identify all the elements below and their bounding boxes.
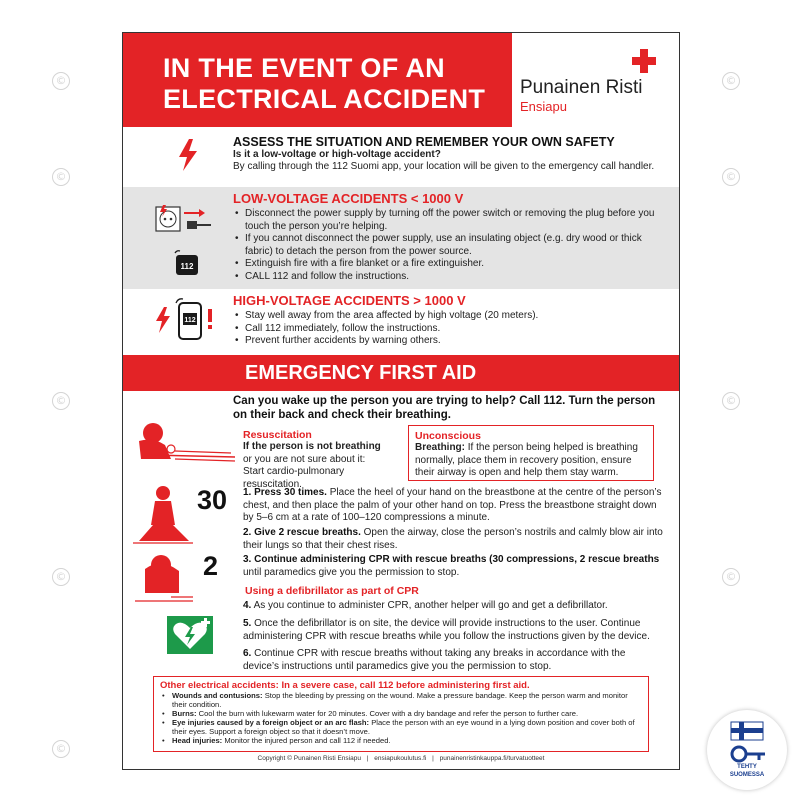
poster-title (163, 53, 485, 115)
other-accident-item (172, 718, 642, 736)
assess-question: Is it a low-voltage or high-voltage accident? (233, 149, 441, 160)
low-voltage-item: • CALL 112 and follow the instructions. (245, 271, 665, 284)
seal-line-2: SUOMESSA (729, 772, 765, 778)
lightning-icon (155, 307, 171, 333)
low-voltage-section (123, 187, 679, 289)
title-line-2: ELECTRICAL ACCIDENT (163, 84, 486, 114)
footer-link[interactable]: ensiapukoulutus.fi (374, 755, 427, 762)
red-cross-icon (632, 49, 656, 73)
phone-112-icon (175, 297, 205, 341)
step-number: 1. (243, 487, 252, 498)
step-number: 6. (243, 648, 252, 659)
watermark-symbol: © (722, 392, 740, 410)
other-accident-item (172, 691, 642, 709)
footer-copyright: Copyright © Punainen Risti Ensiapu (257, 755, 361, 762)
brand-name: Punainen Risti (520, 77, 643, 98)
aed-heart-icon (167, 616, 213, 654)
watermark-symbol: © (52, 740, 70, 758)
step-bold: Continue administering CPR with rescue breaths (30 compressions, 2 rescue breaths (254, 554, 660, 565)
title-line-1: IN THE EVENT OF AN (163, 53, 445, 83)
assess-heading: ASSESS THE SITUATION AND REMEMBER YOUR OWN SAFETY (233, 135, 615, 149)
resuscitation-block (243, 429, 403, 491)
cpr-step-1 (243, 487, 663, 525)
phone-112-label: 112 (184, 317, 196, 324)
resuscitation-line3: Start cardio-pulmonary resuscitation. (243, 466, 345, 490)
item-label: Burns: (172, 709, 197, 718)
first-aid-question: Can you wake up the person you are trying to help? Call 112. Turn the person on their back and check their breathing. (233, 395, 656, 421)
breath-count: 2 (203, 551, 219, 581)
defib-step-6 (243, 648, 663, 673)
made-in-finland-seal (707, 710, 787, 790)
socket-plug-icon (155, 203, 213, 237)
step-text: Place the heel of your hand on the breastbone at the centre of the person’s chest, and then place the palm of your other hand on top. Press the breastbone straight down by 5–6 cm at a rate of 100–120 compressions a minute. (243, 487, 662, 524)
key-flag-icon (725, 720, 769, 764)
exclamation-icon (207, 309, 213, 329)
high-voltage-item: • Call 112 immediately, follow the instructions. (245, 323, 665, 336)
cpr-step-2 (243, 527, 663, 552)
defib-step-5 (243, 618, 663, 643)
step-bold: Give 2 rescue breaths. (254, 527, 361, 538)
other-accidents-heading: Other electrical accidents: In a severe case, call 112 before administering first aid. (160, 680, 530, 691)
item-text: Monitor the injured person and call 112 if needed. (224, 736, 391, 745)
phone-112-label: 112 (180, 262, 194, 271)
seal-line-1: TEHTY (737, 764, 757, 770)
compression-count: 30 (197, 485, 228, 515)
step-text: Continue CPR with rescue breaths without taking any breaks in accordance with the device’s instructions until paramedics give you the permission to stop. (243, 648, 626, 672)
defibrillator-heading: Using a defibrillator as part of CPR (245, 585, 419, 597)
high-voltage-section (123, 289, 679, 355)
item-text: Place the person with an eye wound in a lying down position and cover both of their eyes. Support a foreign object so that it doesn’t move. (172, 718, 635, 736)
first-aid-title: EMERGENCY FIRST AID (245, 362, 477, 384)
phone-112-icon (173, 249, 201, 277)
other-accident-item (172, 709, 642, 718)
item-text: Stop the bleeding by pressing on the wound. Make a pressure bandage. Keep the person warm and monitor their condition. (172, 691, 628, 709)
unconscious-heading: Unconscious (415, 430, 481, 442)
footer-link[interactable]: punainenristinkauppa.fi/turvatuotteet (439, 755, 545, 762)
footer (123, 755, 679, 762)
poster (122, 32, 680, 770)
first-aid-banner (123, 355, 679, 391)
high-voltage-list (233, 310, 665, 348)
watermark-symbol: © (52, 72, 70, 90)
footer-separator: | (366, 755, 369, 762)
brand-logo (512, 33, 679, 127)
header-banner (123, 33, 679, 127)
watermark-symbol: © (722, 72, 740, 90)
other-accidents-box (153, 676, 649, 752)
watermark-symbol: © (722, 168, 740, 186)
item-label: Eye injuries caused by a foreign object or an arc flash: (172, 718, 370, 727)
item-text: Cool the burn with lukewarm water for 20 minutes. Cover with a dry bandage and refer the person to further care. (198, 709, 579, 718)
brand-sub: Ensiapu (520, 99, 567, 114)
low-voltage-item: • Disconnect the power supply by turning off the power switch or removing the plug before you touch the person you’re helping. (245, 208, 665, 233)
watermark-symbol: © (722, 568, 740, 586)
other-accidents-list (160, 691, 642, 745)
low-voltage-item: • Extinguish fire with a fire blanket or a fire extinguisher. (245, 258, 665, 271)
chest-compression-illustration (131, 485, 195, 547)
unconscious-text: If the person being helped is breathing normally, place them in recovery position, ensure their airway is open and help them stay warm. (415, 442, 638, 478)
cpr-step-3 (243, 554, 663, 579)
low-voltage-heading: LOW-VOLTAGE ACCIDENTS < 1000 V (233, 191, 464, 206)
lightning-icon (177, 139, 199, 171)
step-number: 3. (243, 554, 252, 565)
resuscitation-line2: or you are not sure about it: (243, 453, 366, 465)
rescue-breath-illustration (131, 553, 195, 607)
assess-note: By calling through the 112 Suomi app, your location will be given to the emergency call handler. (233, 161, 655, 172)
step-text: Open the airway, close the person’s nostrils and calmly blow air into their lungs so that their chest rises. (243, 527, 663, 551)
step-bold: Press 30 times. (254, 487, 327, 498)
low-voltage-list (233, 208, 665, 284)
footer-separator: | (432, 755, 434, 762)
step-text: until paramedics give you the permission to stop. (243, 566, 460, 578)
step-text: Once the defibrillator is on site, the device will provide instructions to the user. Continue administering CPR with rescue breaths while you follow the instructions given by the device. (243, 618, 650, 642)
step-number: 4. (243, 600, 252, 611)
check-breathing-illustration (131, 419, 241, 467)
unconscious-box (408, 425, 654, 481)
unconscious-label: Breathing: (415, 442, 465, 453)
resuscitation-line1: If the person is not breathing (243, 441, 381, 452)
watermark-symbol: © (52, 568, 70, 586)
assess-section (123, 127, 679, 187)
item-label: Head injuries: (172, 736, 223, 745)
high-voltage-heading: HIGH-VOLTAGE ACCIDENTS > 1000 V (233, 293, 466, 308)
high-voltage-item: • Stay well away from the area affected by high voltage (20 meters). (245, 310, 665, 323)
defib-step-4 (243, 600, 663, 613)
step-text: As you continue to administer CPR, another helper will go and get a defibrillator. (253, 600, 608, 611)
watermark-symbol: © (52, 392, 70, 410)
watermark-symbol: © (52, 168, 70, 186)
high-voltage-item: • Prevent further accidents by warning others. (245, 335, 665, 348)
item-label: Wounds and contusions: (172, 691, 263, 700)
low-voltage-item: • If you cannot disconnect the power supply, use an insulating object (e.g. dry wood or thick fabric) to detach the person from the power source. (245, 233, 665, 258)
other-accident-item (172, 736, 642, 745)
step-number: 2. (243, 527, 252, 538)
step-number: 5. (243, 618, 252, 629)
resuscitation-heading: Resuscitation (243, 429, 312, 441)
